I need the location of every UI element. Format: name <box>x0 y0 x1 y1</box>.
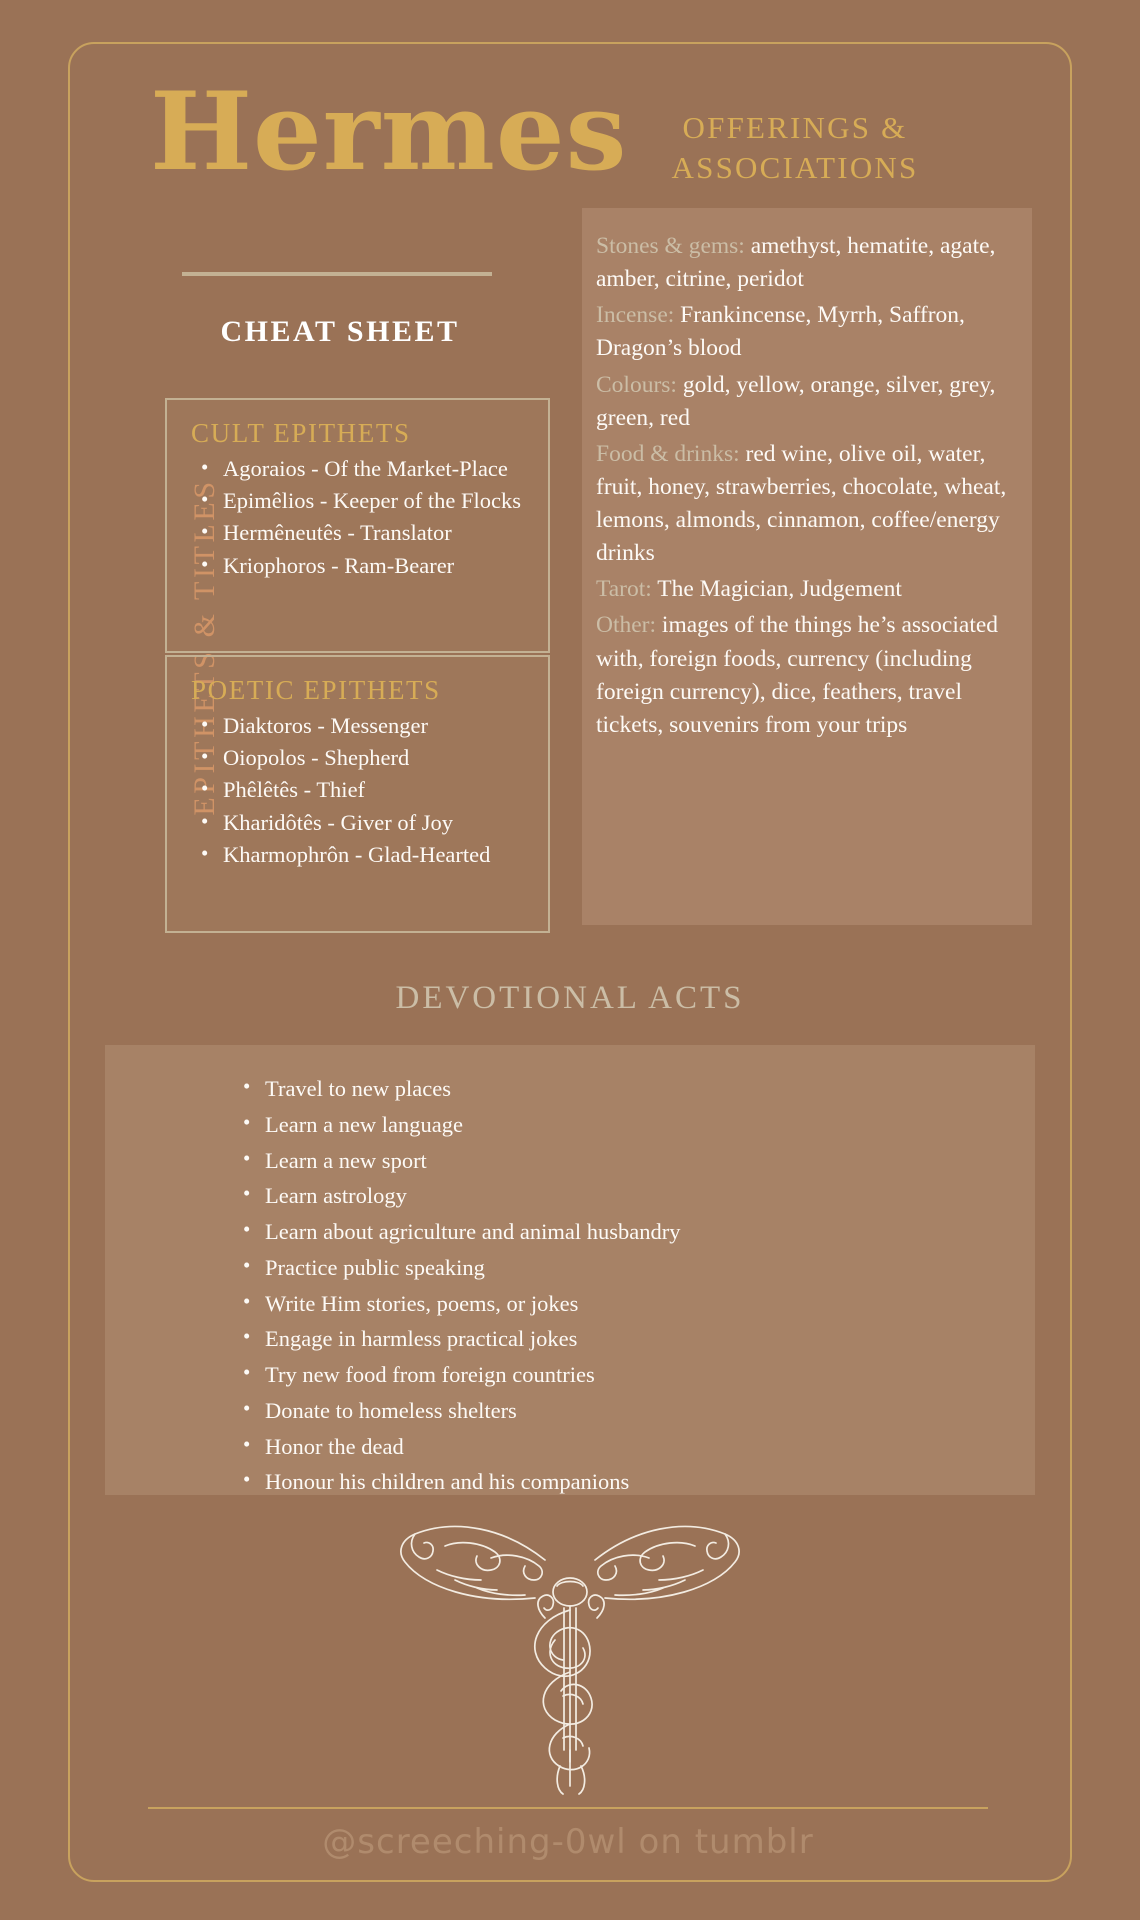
list-item: • Hermêneutês - Translator <box>201 517 548 549</box>
list-item: • Epimêlios - Keeper of the Flocks <box>201 485 548 517</box>
offerings-row-label: Other: <box>596 612 657 639</box>
offerings-row <box>596 369 1018 435</box>
offerings-row-label: Colours: <box>596 371 677 398</box>
list-item: • Practice public speaking <box>243 1250 1035 1286</box>
footer-divider <box>148 1807 988 1809</box>
offerings-row-value: Frankincense, Myrrh, Saffron, Dragon’s blood <box>596 302 965 362</box>
list-item: • Travel to new places <box>243 1071 1035 1107</box>
list-item: • Learn about agriculture and animal husbandry <box>243 1214 1035 1250</box>
list-item: • Kharmophrôn - Glad-Hearted <box>201 839 548 871</box>
section-label-epithets-titles: EPITHETS & TITLES <box>188 478 221 816</box>
list-item: • Honour his children and his companions <box>243 1464 1035 1500</box>
list-item: • Learn a new sport <box>243 1143 1035 1179</box>
offerings-panel <box>582 208 1032 925</box>
list-item: • Donate to homeless shelters <box>243 1393 1035 1429</box>
offerings-row-label: Food & drinks: <box>596 440 740 467</box>
poetic-epithets-list <box>201 710 548 871</box>
list-item: • Phêlêtês - Thief <box>201 774 548 806</box>
page-title: Hermes <box>150 69 628 195</box>
devotional-acts-list <box>243 1071 1035 1500</box>
poetic-epithets-panel <box>165 655 550 933</box>
list-item: • Engage in harmless practical jokes <box>243 1321 1035 1357</box>
offerings-row-value: gold, yellow, orange, silver, grey, green, red <box>596 371 996 431</box>
credit-handle: @screeching-0wl on tumblr <box>322 1822 814 1862</box>
offerings-row <box>596 438 1018 571</box>
offerings-row-value: The Magician, Judgement <box>651 576 902 603</box>
devotional-acts-heading: DEVOTIONAL ACTS <box>395 980 745 1016</box>
offerings-heading: OFFERINGS & ASSOCIATIONS <box>671 110 919 185</box>
list-item: • Learn astrology <box>243 1178 1035 1214</box>
caduceus-icon <box>385 1500 755 1795</box>
offerings-row-value: amethyst, hematite, agate, amber, citrine, peridot <box>596 233 996 293</box>
list-item: • Try new food from foreign countries <box>243 1357 1035 1393</box>
page-subtitle: CHEAT SHEET <box>220 315 460 348</box>
list-item: • Kriophoros - Ram-Bearer <box>201 550 548 582</box>
poetic-epithets-heading: POETIC EPITHETS <box>191 675 441 705</box>
list-item: • Kharidôtês - Giver of Joy <box>201 807 548 839</box>
offerings-row <box>596 609 1018 742</box>
devotional-acts-panel <box>105 1045 1035 1495</box>
cult-epithets-list <box>201 453 548 582</box>
offerings-row <box>596 230 1018 296</box>
list-item: • Diaktoros - Messenger <box>201 710 548 742</box>
offerings-row-value: red wine, olive oil, water, fruit, honey, strawberries, chocolate, wheat, lemons, almonds, cinnamon, coffee/energy drinks <box>596 440 1007 567</box>
cult-epithets-panel <box>165 398 550 653</box>
offerings-row-label: Stones & gems: <box>596 233 745 259</box>
cult-epithets-heading: CULT EPITHETS <box>191 418 411 448</box>
list-item: • Write Him stories, poems, or jokes <box>243 1286 1035 1322</box>
list-item: • Oiopolos - Shepherd <box>201 742 548 774</box>
offerings-row-value: images of the things he’s associated with, foreign foods, currency (including foreign currency), dice, feathers, travel tickets, souvenirs from your trips <box>596 612 999 738</box>
offerings-row-label: Tarot: <box>596 576 652 603</box>
offerings-row <box>596 299 1018 365</box>
offerings-row-label: Incense: <box>596 302 675 329</box>
list-item: • Agoraios - Of the Market-Place <box>201 453 548 485</box>
list-item: • Honor the dead <box>243 1429 1035 1465</box>
offerings-row <box>596 573 1018 606</box>
title-divider <box>182 272 492 276</box>
list-item: • Learn a new language <box>243 1107 1035 1143</box>
